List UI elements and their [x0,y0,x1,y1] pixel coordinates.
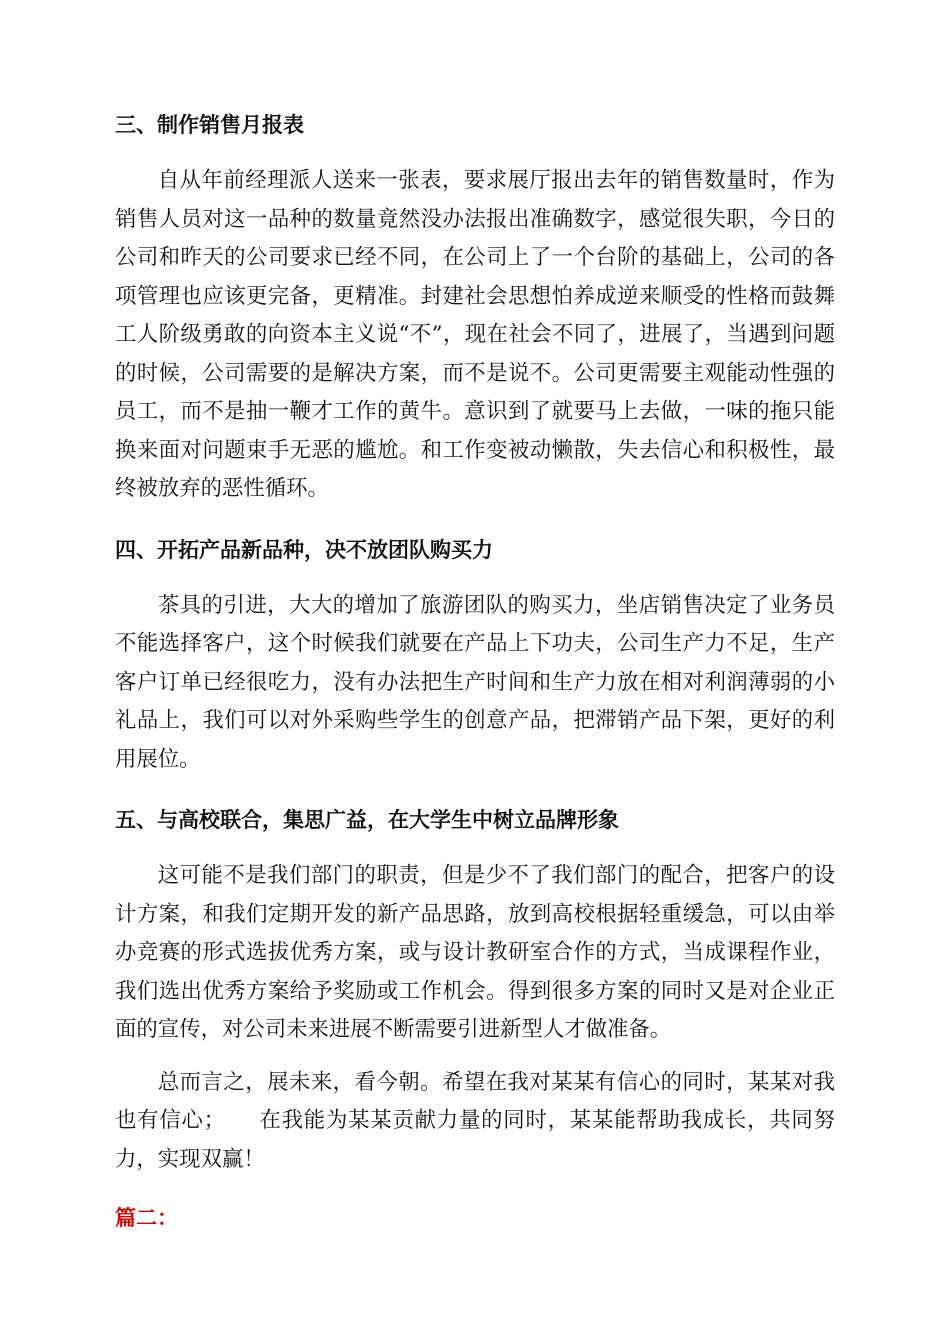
section-body-5: 这可能不是我们部门的职责，但是少不了我们部门的配合，把客户的设计方案，和我们定期开发的新产品思路，放到高校根据轻重缓急，可以由举办竞赛的形式选拔优秀方案，或与设计教研室合作的方式，当成课程作业，我们选出优秀方案给予奖励或工作机会。得到很多方案的同时又是对企业正面的宣传，对公司未来进展不断需要引进新型人才做准备。 [115,863,835,1042]
section-body-3: 自从年前经理派人送来一张表，要求展厅报出去年的销售数量时，作为销售人员对这一品种的数量竟然没办法报出准确数字，感觉很失职，今日的公司和昨天的公司要求已经不同，在公司上了一个台阶的基础上，公司的各项管理也应该更完备，更精准。封建社会思想怕养成逆来顺受的性格而鼓舞工人阶级勇敢的向资本主义说“不”，现在社会不同了，进展了，当遇到问题的时候，公司需要的是解决方案，而不是说不。公司更需要主观能动性强的员工，而不是抽一鞭才工作的黄牛。意识到了就要马上去做，一味的拖只能换来面对问题束手无恶的尴尬。和工作变被动懒散，失去信心和积极性，最终被放弃的恶性循环。 [115,168,835,501]
section-heading-3: 三、制作销售月报表 [115,113,304,137]
section-heading-5: 五、与高校联合，集思广益，在大学生中树立品牌形象 [115,808,619,832]
document-page [115,108,835,1252]
summary-paragraph: 总而言之，展未来，看今朝。希望在我对某某有信心的同时，某某对我也有信心； 在我能为某某贡献力量的同时，某某能帮助我成长，共同努力，实现双赢！ [115,1069,835,1172]
section-body-4: 茶具的引进，大大的增加了旅游团队的购买力，坐店销售决定了业务员不能选择客户，这个时候我们就要在产品上下功夫，公司生产力不足，生产客户订单已经很吃力，没有办法把生产时间和生产力放在相对利润薄弱的小礼品上，我们可以对外采购些学生的创意产品，把滞销产品下架，更好的利用展位。 [115,592,835,772]
part-two-heading: 篇二： [115,1206,178,1230]
section-heading-4: 四、开拓产品新品种，决不放团队购买力 [115,537,493,562]
